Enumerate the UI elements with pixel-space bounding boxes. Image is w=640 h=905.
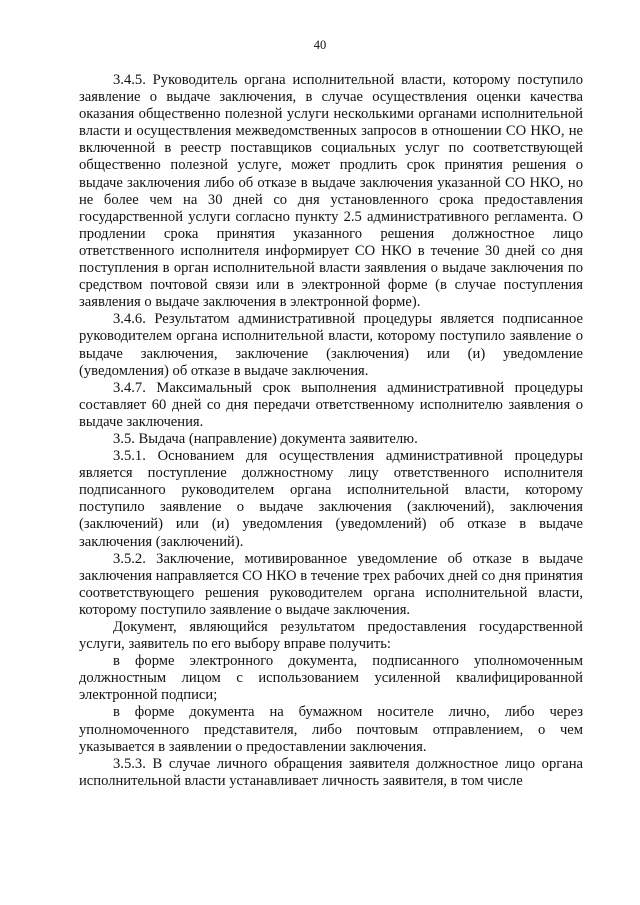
paragraph-3-4-6: 3.4.6. Результатом административной процедуры является подписанное руководителем органа исполнительной власти, которому поступило заявление о выдаче заключения, заключение (заключения) или (и) уведомление (уведомления) об отказе в выдаче заключения. xyxy=(79,311,583,379)
paragraph-3-5-1: 3.5.1. Основанием для осуществления административной процедуры является поступление должностному лицу ответственного исполнителя подписанного руководителем органа исполнительной власти, которому поступило заявление о выдаче заключения (заключений), заключения (заключений) или (и) уведомления (уведомлений) об отказе в выдаче заключения (заключений). xyxy=(79,448,583,550)
paragraph-electronic-form: в форме электронного документа, подписанного уполномоченным должностным лицом с использованием усиленной квалифицированной электронной подписи; xyxy=(79,653,583,704)
page-number: 40 xyxy=(313,38,327,52)
paragraph-3-5-3: 3.5.3. В случае личного обращения заявителя должностное лицо органа исполнительной власти устанавливает личность заявителя, в том числе xyxy=(79,755,583,789)
paragraph-3-4-5: 3.4.5. Руководитель органа исполнительной власти, которому поступило заявление о выдаче заключения, в случае осуществления оценки качества оказания общественно полезной услуги несколькими органами исполнительной власти и осуществления межведомственных запросов в отношении СО НКО, не включенной в реестр поставщиков социальных услуг по соответствующей общественно полезной услуге, может продлить срок принятия решения о выдаче заключения либо об отказе в выдаче заключения указанной СО НКО, но не более чем на 30 дней со дня установленного срока предоставления государственной услуги согласно пункту 2.5 административного регламента. О продлении срока принятия указанного решения должностное лицо ответственного исполнителя информирует СО НКО в течение 30 дней со дня поступления в орган исполнительной власти заявления о выдаче заключения по средством почтовой связи или в электронной форме (в случае поступления заявления о выдаче заключения в электронной форме). xyxy=(79,72,583,311)
document-body xyxy=(79,72,583,790)
paragraph-paper-form: в форме документа на бумажном носителе лично, либо через уполномоченного представителя, либо почтовым отправлением, о чем указывается в заявлении о предоставлении заключения. xyxy=(79,704,583,755)
paragraph-3-4-7: 3.4.7. Максимальный срок выполнения административной процедуры составляет 60 дней со дня передачи ответственному исполнителю заявления о выдаче заключения. xyxy=(79,379,583,430)
paragraph-document-result: Документ, являющийся результатом предоставления государственной услуги, заявитель по его выбору вправе получить: xyxy=(79,619,583,653)
paragraph-3-5-2: 3.5.2. Заключение, мотивированное уведомление об отказе в выдаче заключения направляется СО НКО в течение трех рабочих дней со дня принятия соответствующего решения руководителем органа исполнительной власти, которому поступило заявление о выдаче заключения. xyxy=(79,550,583,618)
section-heading-3-5: 3.5. Выдача (направление) документа заявителю. xyxy=(113,430,418,447)
